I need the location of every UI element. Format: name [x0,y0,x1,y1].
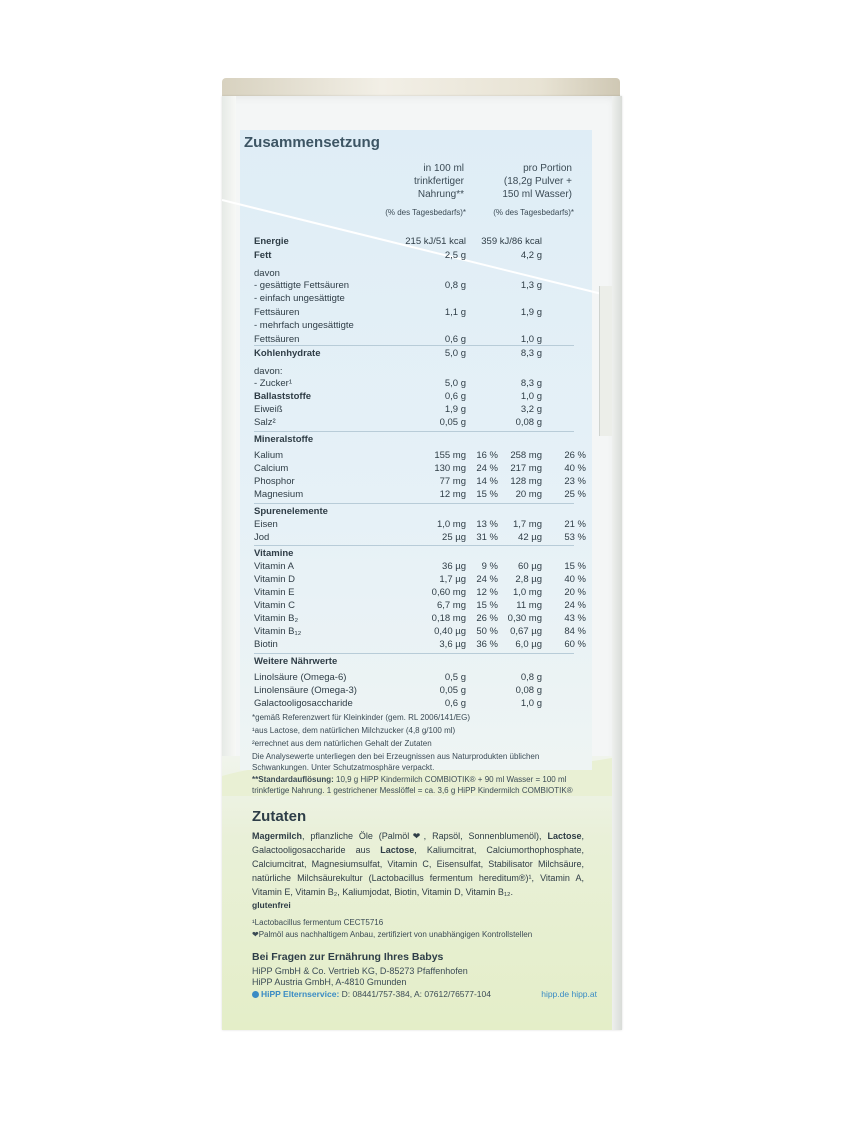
table-row [254,506,594,519]
row-label: Kalium [254,450,284,461]
footnote-1: *gemäß Referenzwert für Kleinkinder (gem. RL 2006/141/EG) [252,713,471,722]
percent-per-100ml: 16 % [476,450,498,461]
table-row [254,613,594,626]
table-row [254,293,594,306]
percent-per-portion: 60 % [564,639,586,650]
value-per-portion: 0,8 g [520,672,542,683]
ingredient-highlight: Magermilch [252,831,303,841]
table-row [254,489,594,502]
table-row [254,463,594,476]
row-label: Vitamin C [254,600,296,611]
value-per-100ml: 0,5 g [444,672,466,683]
row-label: Vitamin A [254,561,294,572]
row-label: Ballaststoffe [254,391,312,402]
ingredient-note-1: ¹Lactobacillus fermentum CECT5716 [252,918,384,927]
table-row [254,656,594,669]
ingredients-title: Zutaten [252,808,307,825]
value-per-portion: 8,3 g [520,378,542,389]
row-label: Fett [254,250,272,261]
row-label: davon: [254,366,283,377]
parent-service-line: HiPP Elternservice: D: 08441/757-384, A: 07612/76577-104 hipp.de hipp.at [252,989,597,999]
hipp-logo-icon [252,991,259,998]
percent-per-portion: 23 % [564,476,586,487]
value-per-100ml: 3,6 µg [439,639,466,650]
percent-per-100ml: 24 % [476,463,498,474]
row-label: Salz² [254,417,276,428]
row-label: Vitamin E [254,587,295,598]
value-per-portion: 1,3 g [520,280,542,291]
value-per-100ml: 0,6 g [444,334,466,345]
percent-per-100ml: 14 % [476,476,498,487]
percent-per-100ml: 13 % [476,519,498,530]
value-per-100ml: 155 mg [434,450,466,461]
percent-per-portion: 40 % [564,574,586,585]
value-per-100ml: 215 kJ/51 kcal [405,236,466,247]
table-row [254,450,594,463]
value-per-100ml: 36 µg [442,561,466,572]
table-separator [254,345,574,346]
value-per-100ml: 0,6 g [444,391,466,402]
row-label: Fettsäuren [254,334,300,345]
table-row [254,519,594,532]
column-header-per-portion: pro Portion (18,2g Pulver + 150 ml Wasser) [502,163,572,200]
table-row [254,348,594,361]
row-label: davon [254,268,280,279]
percent-per-portion: 25 % [564,489,586,500]
row-label: Vitamin D [254,574,296,585]
table-row [254,574,594,587]
table-row [254,307,594,320]
product-box-side [222,96,622,1030]
percent-per-portion: 43 % [564,613,586,624]
value-per-100ml: 12 mg [439,489,466,500]
value-per-100ml: 6,7 mg [436,600,466,611]
percent-per-100ml: 36 % [476,639,498,650]
row-label: - einfach ungesättigte [254,293,345,304]
footnote-3: ²errechnet aus dem natürlichen Gehalt der Zutaten [252,739,432,748]
table-row [254,391,594,404]
composition-title: Zusammensetzung [244,134,380,151]
value-per-100ml: 1,7 µg [439,574,466,585]
row-label: Eisen [254,519,278,530]
ingredient-text-part: , Galactooligosaccharide aus [252,831,584,855]
row-label: Calcium [254,463,289,474]
value-per-portion: 2,8 µg [515,574,542,585]
row-label: - mehrfach ungesättigte [254,320,354,331]
row-label: Magnesium [254,489,304,500]
row-label: Vitamin B₂ [254,613,299,624]
table-separator [254,545,574,546]
percent-per-portion: 15 % [564,561,586,572]
value-per-portion: 1,9 g [520,307,542,318]
box-top-flap [222,78,620,98]
row-label: Vitamin B₁₂ [254,626,302,637]
value-per-portion: 217 mg [510,463,542,474]
percent-per-100ml: 15 % [476,489,498,500]
table-row [254,626,594,639]
value-per-portion: 359 kJ/86 kcal [481,236,542,247]
ingredient-highlight: Lactose [380,845,415,855]
table-row [254,639,594,652]
value-per-100ml: 77 mg [439,476,466,487]
value-per-portion: 0,08 g [515,417,542,428]
table-row [254,250,594,263]
value-per-100ml: 0,60 mg [431,587,466,598]
value-per-100ml: 2,5 g [444,250,466,261]
table-row [254,561,594,574]
percent-per-100ml: 31 % [476,532,498,543]
table-row [254,378,594,391]
column-header-per-100ml: in 100 ml trinkfertiger Nahrung** [413,163,464,200]
table-row [254,236,594,249]
ingredient-highlight: Lactose [547,831,582,841]
ingredient-text-part: , Kaliumcitrat, Calciumorthophosphate, Calciumcitrat, Magnesiumsulfat, Vitamin C, Eisensulfat, Stabilisator Milchsäure, natürliche Milchsäurekultur (Lactobacillus fermentum hereditum®)¹, Vitamin A, Vitamin E, Vitamin B₂, Kaliumjodat, Biotin, Vitamin D, Vitamin B₁₂. [252,845,584,897]
row-label: Eiweiß [254,404,283,415]
value-per-100ml: 1,9 g [444,404,466,415]
value-per-portion: 0,30 mg [507,613,542,624]
percent-per-portion: 40 % [564,463,586,474]
percent-per-portion: 84 % [564,626,586,637]
row-label: Fettsäuren [254,307,300,318]
value-per-100ml: 25 µg [442,532,466,543]
percent-per-portion: 26 % [564,450,586,461]
table-row [254,280,594,293]
value-per-portion: 8,3 g [520,348,542,359]
footnote-standard-solution: **Standardauflösung: 10,9 g HiPP Kindermilch COMBIOTIK® + 90 ml Wasser = 100 ml trinkfertige Nahrung. 1 gestrichener Messlöffel = ca. 3,6 g HiPP Kindermilch COMBIOTIK® [252,775,573,795]
ingredients-text [252,829,584,899]
value-per-portion: 1,7 mg [512,519,542,530]
value-per-portion: 128 mg [510,476,542,487]
value-per-100ml: 0,8 g [444,280,466,291]
column-pct-label-1: (% des Tagesbedarfs)* [385,208,466,217]
percent-per-100ml: 15 % [476,600,498,611]
value-per-100ml: 0,18 mg [431,613,466,624]
value-per-portion: 4,2 g [520,250,542,261]
table-row [254,404,594,417]
value-per-100ml: 1,0 mg [436,519,466,530]
row-label: - Zucker¹ [254,378,292,389]
row-label: Vitamine [254,548,294,559]
value-per-100ml: 0,05 g [439,685,466,696]
row-label: Spurenelemente [254,506,328,517]
website-links[interactable]: hipp.de hipp.at [541,989,597,999]
value-per-portion: 11 mg [516,600,542,611]
row-label: Jod [254,532,270,543]
footnote-2: ¹aus Lactose, dem natürlichen Milchzucker (4,8 g/100 ml) [252,726,456,735]
row-label: Galactooligosaccharide [254,698,353,709]
contact-address-at: HiPP Austria GmbH, A-4810 Gmunden [252,977,407,987]
row-label: Biotin [254,639,278,650]
table-row [254,600,594,613]
value-per-portion: 6,0 µg [515,639,542,650]
value-per-portion: 1,0 g [520,698,542,709]
value-per-portion: 60 µg [518,561,542,572]
value-per-portion: 1,0 g [520,391,542,402]
percent-per-portion: 53 % [564,532,586,543]
table-row [254,476,594,489]
row-label: Mineralstoffe [254,434,314,445]
ingredient-text-part: , pflanzliche Öle (Palmöl❤, Rapsöl, Sonnenblumenöl), [302,831,548,841]
table-row [254,587,594,600]
row-label: Energie [254,236,289,247]
table-separator [254,653,574,654]
percent-per-100ml: 24 % [476,574,498,585]
value-per-portion: 42 µg [518,532,542,543]
value-per-portion: 1,0 g [520,334,542,345]
value-per-portion: 3,2 g [520,404,542,415]
value-per-100ml: 0,05 g [439,417,466,428]
table-separator [254,503,574,504]
percent-per-100ml: 50 % [476,626,498,637]
value-per-100ml: 5,0 g [444,348,466,359]
table-row [254,434,594,447]
gluten-free-label: glutenfrei [252,900,291,910]
value-per-portion: 20 mg [515,489,542,500]
value-per-100ml: 5,0 g [444,378,466,389]
row-label: Linolensäure (Omega-3) [254,685,357,696]
contact-heading: Bei Fragen zur Ernährung Ihres Babys [252,951,444,963]
value-per-portion: 1,0 mg [512,587,542,598]
table-row [254,320,594,333]
table-row [254,532,594,545]
footnote-4: Die Analysewerte unterliegen den bei Erzeugnissen aus Naturprodukten üblichen Schwankungen. Unter Schutzatmosphäre verpackt. [252,752,540,772]
value-per-100ml: 0,40 µg [434,626,466,637]
value-per-100ml: 0,6 g [444,698,466,709]
percent-per-portion: 24 % [564,600,586,611]
percent-per-100ml: 12 % [476,587,498,598]
row-label: Linolsäure (Omega-6) [254,672,347,683]
table-separator [254,431,574,432]
row-label: Kohlenhydrate [254,348,321,359]
table-row [254,672,594,685]
percent-per-100ml: 26 % [476,613,498,624]
table-row [254,698,594,711]
table-row [254,685,594,698]
row-label: Phosphor [254,476,295,487]
column-pct-label-2: (% des Tagesbedarfs)* [493,208,574,217]
contact-address-de: HiPP GmbH & Co. Vertrieb KG, D-85273 Pfaffenhofen [252,966,468,976]
value-per-portion: 0,08 g [515,685,542,696]
value-per-portion: 0,67 µg [510,626,542,637]
value-per-100ml: 1,1 g [444,307,466,318]
table-row [254,548,594,561]
table-row [254,417,594,430]
percent-per-portion: 20 % [564,587,586,598]
value-per-portion: 258 mg [510,450,542,461]
ingredient-note-2: ❤Palmöl aus nachhaltigem Anbau, zertifiziert von unabhängigen Kontrollstellen [252,930,533,939]
percent-per-portion: 21 % [564,519,586,530]
value-per-100ml: 130 mg [434,463,466,474]
percent-per-100ml: 9 % [481,561,498,572]
row-label: - gesättigte Fettsäuren [254,280,350,291]
row-label: Weitere Nährwerte [254,656,338,667]
